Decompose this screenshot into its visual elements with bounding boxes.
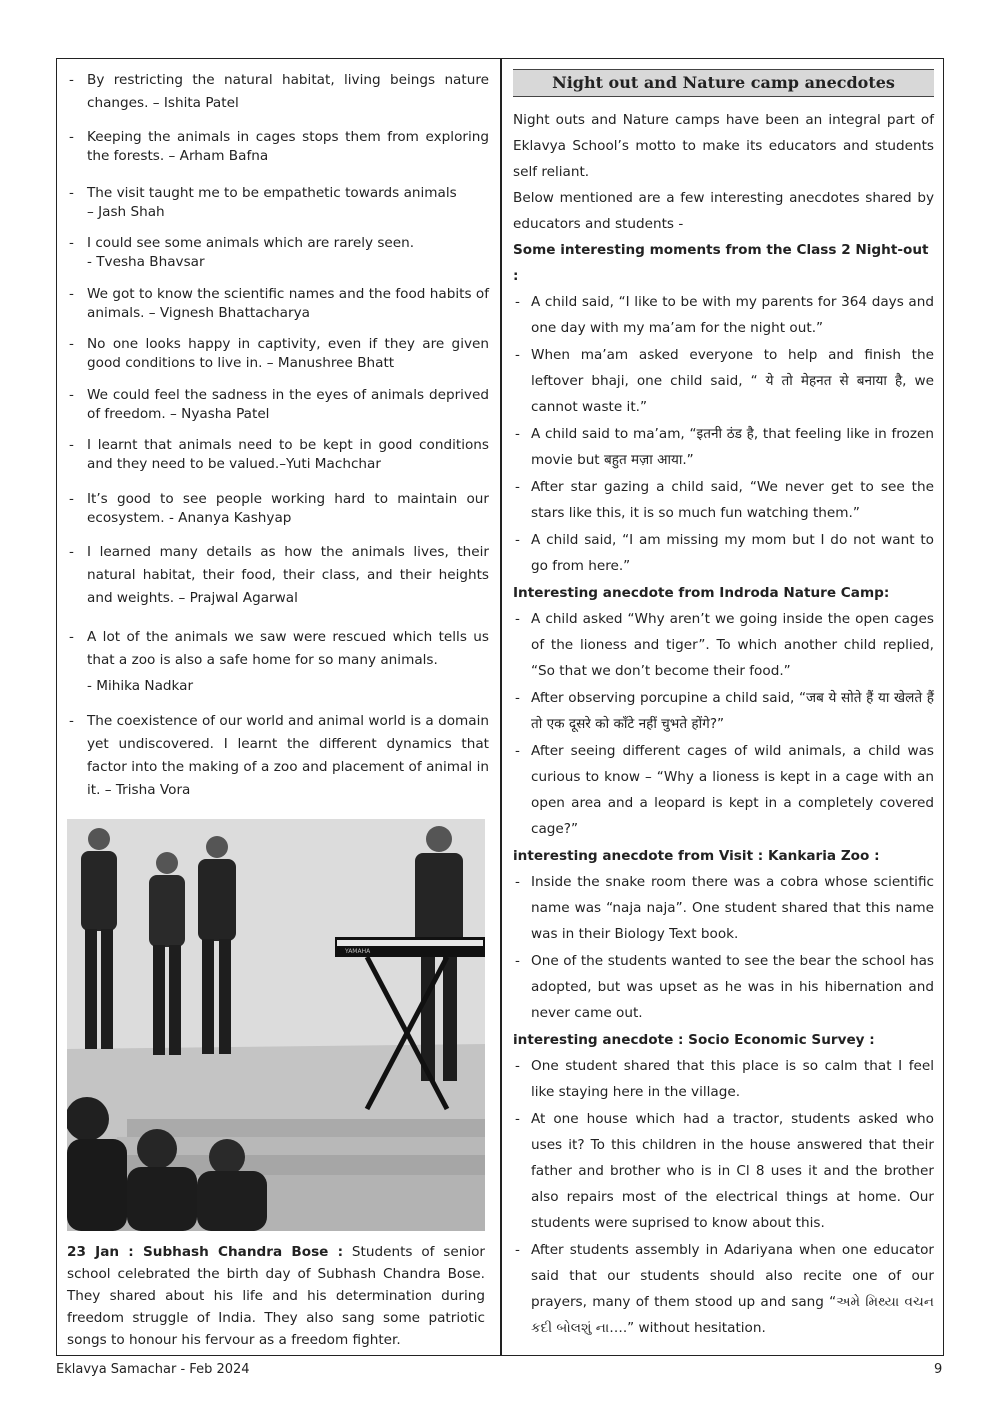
column-divider [500,59,502,1355]
anecdote-item: - After students assembly in Adariyana when one educator said that our students should also recite one of our prayers, many of them stood up and sang “અમે મિથ્યા વચન કદી બોલશું ના….” without hesitation. [513,1237,934,1341]
page-frame [56,58,944,1356]
left-column [67,69,489,1351]
quote-item: - Keeping the animals in cages stops them from exploring the forests. – Arham Bafna [67,128,489,166]
anecdote-item: - A child said, “I am missing my mom but I do not want to go from here.” [513,527,934,579]
right-column [513,69,934,1342]
anecdote-item: - After star gazing a child said, “We never get to see the stars like this, it is so much fun watching them.” [513,474,934,526]
quote-item: - We got to know the scientific names and the food habits of animals. – Vignesh Bhattacharya [67,285,489,323]
article-title: Night out and Nature camp anecdotes [513,69,934,97]
intro-paragraph: Night outs and Nature camps have been an integral part of Eklavya School’s motto to make its educators and students self reliant. [513,112,934,180]
section-heading: interesting anecdote : Socio Economic Survey : [513,1032,875,1048]
page-number: 9 [934,1362,943,1377]
quote-item: - A lot of the animals we saw were rescued which tells us that a zoo is also a safe home for so many animals. - Mihika Nadkar [67,626,489,698]
photo-caption: 23 Jan : Subhash Chandra Bose : Students of senior school celebrated the birth day of Subhash Chandra Bose. They shared about his life and his determination during freedom struggle of India. They also sang some patriotic songs to honour his fervour as a freedom fighter. [67,1243,485,1348]
quote-item: - I learnt that animals need to be kept in good conditions and they need to be valued.–Yuti Machchar [67,436,489,474]
quote-item: - No one looks happy in captivity, even if they are given good conditions to live in. – Manushree Bhatt [67,335,489,373]
anecdote-item: - One of the students wanted to see the bear the school has adopted, but was upset as he was in his hibernation and never came out. [513,948,934,1026]
section-heading: Interesting anecdote from Indroda Nature Camp: [513,585,890,601]
quote-item: - It’s good to see people working hard to maintain our ecosystem. - Ananya Kashyap [67,490,489,528]
publication-footer: Eklavya Samachar - Feb 2024 [56,1362,250,1377]
anecdote-item: - After observing porcupine a child said, “जब ये सोते हैं या खेलते हैं तो एक दूसरे को काँटे नहीं चुभते होंगे?” [513,685,934,737]
anecdote-item: - When ma’am asked everyone to help and finish the leftover bhaji, one child said, “ ये तो मेहनत से बनाया है, we cannot waste it.” [513,342,934,420]
anecdote-item: - A child said to ma’am, “इतनी ठंड है, that feeling like in frozen movie but बहुत मज़ा आया.” [513,421,934,473]
quote-item: - By restricting the natural habitat, living beings nature changes. – Ishita Patel [67,69,489,115]
section-heading: interesting anecdote from Visit : Kankaria Zoo : [513,848,880,864]
section-heading: Some interesting moments from the Class 2 Night-out : [513,242,929,284]
anecdote-item: - Inside the snake room there was a cobra whose scientific name was “naja naja”. One student shared that this name was in their Biology Text book. [513,869,934,947]
quote-item: - I learned many details as how the animals lives, their natural habitat, their food, their class, and their heights and weights. – Prajwal Agarwal [67,541,489,610]
event-photo [67,819,485,1231]
keyboard-brand-label: YAMAHA [345,947,371,955]
quote-item: - I could see some animals which are rarely seen. - Tvesha Bhavsar [67,234,489,272]
quote-item: - The coexistence of our world and animal world is a domain yet undiscovered. I learnt the different dynamics that factor into the making of a zoo and placement of animal in it. – Trisha Vora [67,710,489,802]
anecdote-item: - A child said, “I like to be with my parents for 364 days and one day with my ma’am for the night out.” [513,289,934,341]
quote-item: - We could feel the sadness in the eyes of animals deprived of freedom. – Nyasha Patel [67,386,489,424]
intro-paragraph: Below mentioned are a few interesting anecdotes shared by educators and students - [513,190,934,232]
anecdote-item: - At one house which had a tractor, students asked who uses it? To this children in the house answered that their father and brother who is in Cl 8 uses it and the brother also repairs most of the electrical things at home. Our students were suprised to know about this. [513,1106,934,1236]
anecdote-item: - One student shared that this place is so calm that I feel like staying here in the village. [513,1053,934,1105]
anecdote-item: - A child asked “Why aren’t we going inside the open cages of the lioness and tiger”. To which another child replied, “So that we don’t become their food.” [513,606,934,684]
quote-item: - The visit taught me to be empathetic towards animals – Jash Shah [67,184,489,222]
anecdote-item: - After seeing different cages of wild animals, a child was curious to know – “Why a lioness is kept in a cage with an open area and a leopard is kept in a completely covered cage?” [513,738,934,842]
